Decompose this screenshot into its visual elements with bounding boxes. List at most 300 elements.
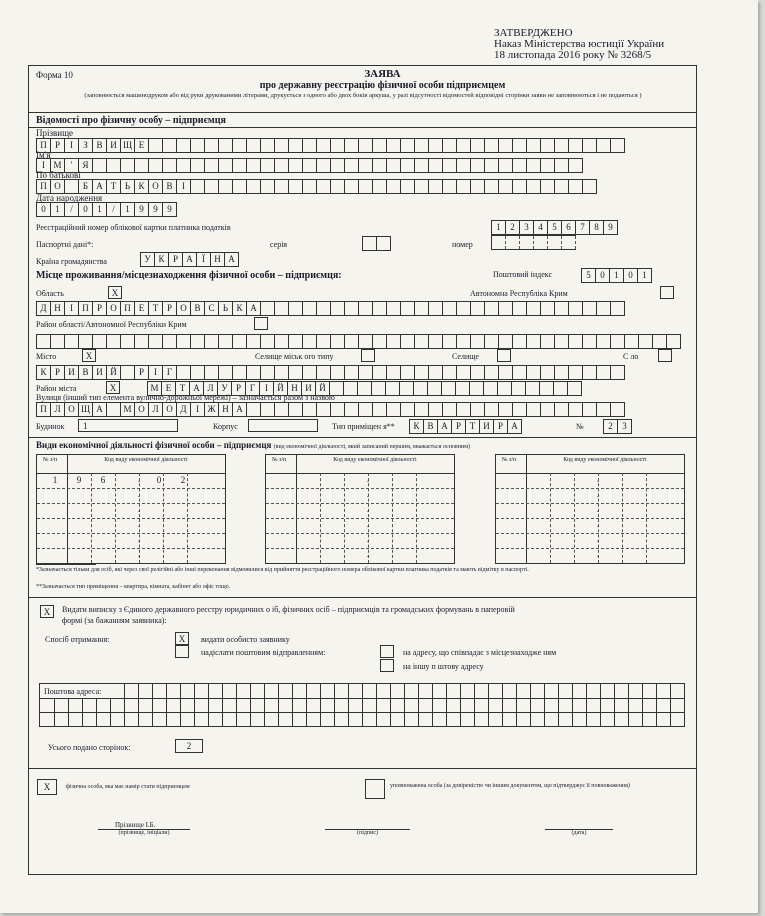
letter-cell[interactable] [289, 335, 303, 348]
signer-representative-checkbox[interactable] [365, 779, 385, 799]
letter-cell[interactable]: І [65, 139, 79, 152]
letter-cell[interactable] [583, 139, 597, 152]
letter-cell[interactable] [471, 366, 485, 379]
letter-cell[interactable] [470, 382, 484, 395]
room-number-field[interactable] [603, 419, 632, 434]
letter-cell[interactable]: О [51, 180, 65, 193]
letter-cell[interactable] [387, 139, 401, 152]
letter-cell[interactable] [569, 366, 583, 379]
letter-cell[interactable] [415, 180, 429, 193]
letter-cell[interactable] [303, 335, 317, 348]
activity-code-digit[interactable]: 6 [100, 475, 106, 485]
letter-cell[interactable] [275, 335, 289, 348]
letter-cell[interactable] [359, 180, 373, 193]
letter-cell[interactable] [583, 366, 597, 379]
letter-cell[interactable] [373, 403, 387, 416]
letter-cell[interactable]: Р [232, 382, 246, 395]
letter-cell[interactable] [121, 159, 135, 172]
letter-cell[interactable] [233, 335, 247, 348]
letter-cell[interactable] [597, 403, 611, 416]
letter-cell[interactable]: 5 [548, 221, 562, 234]
letter-cell[interactable] [275, 159, 289, 172]
letter-cell[interactable] [400, 382, 414, 395]
letter-cell[interactable] [499, 366, 513, 379]
signer-individual-checkbox[interactable]: X [37, 779, 57, 795]
letter-cell[interactable]: 2 [506, 221, 520, 234]
passport-series-field[interactable] [362, 236, 391, 251]
letter-cell[interactable] [387, 180, 401, 193]
letter-cell[interactable] [275, 403, 289, 416]
letter-cell[interactable]: 7 [576, 221, 590, 234]
letter-cell[interactable]: О [177, 302, 191, 315]
letter-cell[interactable] [219, 335, 233, 348]
pages-count-field[interactable]: 2 [175, 739, 203, 753]
letter-cell[interactable] [247, 335, 261, 348]
letter-cell[interactable] [527, 366, 541, 379]
letter-cell[interactable] [331, 403, 345, 416]
letter-cell[interactable] [93, 159, 107, 172]
letter-cell[interactable] [443, 403, 457, 416]
letter-cell[interactable] [359, 139, 373, 152]
letter-cell[interactable] [373, 302, 387, 315]
letter-cell[interactable] [373, 159, 387, 172]
letter-cell[interactable]: П [37, 403, 51, 416]
letter-cell[interactable] [513, 159, 527, 172]
letter-cell[interactable]: П [37, 139, 51, 152]
street-field[interactable] [36, 402, 625, 417]
letter-cell[interactable]: З [79, 139, 93, 152]
letter-cell[interactable] [583, 302, 597, 315]
letter-cell[interactable]: 1 [492, 221, 506, 234]
letter-cell[interactable] [359, 159, 373, 172]
letter-cell[interactable] [303, 366, 317, 379]
postal-code-field[interactable] [581, 268, 652, 283]
house-field[interactable]: 1 [78, 419, 178, 432]
letter-cell[interactable]: Б [79, 180, 93, 193]
letter-cell[interactable]: Н [211, 253, 225, 266]
letter-cell[interactable] [443, 139, 457, 152]
letter-cell[interactable] [303, 180, 317, 193]
letter-cell[interactable]: 0 [596, 269, 610, 282]
letter-cell[interactable] [107, 335, 121, 348]
letter-cell[interactable] [569, 403, 583, 416]
letter-cell[interactable]: В [424, 420, 438, 433]
letter-cell[interactable] [275, 302, 289, 315]
oblast-checkbox[interactable]: X [108, 286, 122, 299]
letter-cell[interactable]: 2 [604, 420, 618, 433]
letter-cell[interactable] [387, 366, 401, 379]
letter-cell[interactable] [373, 366, 387, 379]
letter-cell[interactable] [121, 335, 135, 348]
letter-cell[interactable] [541, 366, 555, 379]
letter-cell[interactable] [359, 335, 373, 348]
letter-cell[interactable] [331, 180, 345, 193]
letter-cell[interactable] [667, 335, 681, 348]
letter-cell[interactable]: 4 [534, 221, 548, 234]
letter-cell[interactable] [611, 302, 625, 315]
letter-cell[interactable]: Щ [79, 403, 93, 416]
letter-cell[interactable]: І [37, 159, 51, 172]
letter-cell[interactable] [289, 366, 303, 379]
letter-cell[interactable] [219, 139, 233, 152]
letter-cell[interactable] [401, 159, 415, 172]
letter-cell[interactable] [372, 382, 386, 395]
letter-cell[interactable] [429, 366, 443, 379]
letter-cell[interactable]: Г [246, 382, 260, 395]
letter-cell[interactable] [485, 302, 499, 315]
letter-cell[interactable] [597, 139, 611, 152]
letter-cell[interactable]: А [190, 382, 204, 395]
letter-cell[interactable] [415, 159, 429, 172]
letter-cell[interactable] [261, 302, 275, 315]
letter-cell[interactable] [163, 139, 177, 152]
letter-cell[interactable]: Й [107, 366, 121, 379]
letter-cell[interactable] [555, 335, 569, 348]
letter-cell[interactable] [443, 159, 457, 172]
letter-cell[interactable]: 1 [638, 269, 652, 282]
letter-cell[interactable] [219, 180, 233, 193]
letter-cell[interactable]: І [260, 382, 274, 395]
letter-cell[interactable] [555, 366, 569, 379]
letter-cell[interactable] [149, 139, 163, 152]
letter-cell[interactable] [562, 236, 576, 249]
letter-cell[interactable]: 0 [624, 269, 638, 282]
letter-cell[interactable]: К [233, 302, 247, 315]
letter-cell[interactable] [513, 366, 527, 379]
letter-cell[interactable] [345, 366, 359, 379]
room-type-field[interactable] [409, 419, 522, 434]
letter-cell[interactable]: Р [169, 253, 183, 266]
letter-cell[interactable] [377, 237, 391, 250]
letter-cell[interactable] [471, 335, 485, 348]
letter-cell[interactable] [401, 366, 415, 379]
address-same-checkbox[interactable] [380, 645, 394, 658]
district-name-field[interactable] [36, 334, 681, 349]
letter-cell[interactable] [261, 159, 275, 172]
letter-cell[interactable] [457, 403, 471, 416]
letter-cell[interactable] [345, 403, 359, 416]
letter-cell[interactable]: В [93, 139, 107, 152]
letter-cell[interactable] [247, 139, 261, 152]
letter-cell[interactable] [163, 159, 177, 172]
letter-cell[interactable] [387, 159, 401, 172]
letter-cell[interactable] [303, 403, 317, 416]
letter-cell[interactable] [219, 159, 233, 172]
letter-cell[interactable]: А [93, 180, 107, 193]
letter-cell[interactable]: Л [149, 403, 163, 416]
letter-cell[interactable] [484, 382, 498, 395]
letter-cell[interactable] [107, 159, 121, 172]
letter-cell[interactable]: 1 [121, 203, 135, 216]
letter-cell[interactable]: 6 [562, 221, 576, 234]
letter-cell[interactable] [527, 302, 541, 315]
letter-cell[interactable]: 3 [520, 221, 534, 234]
letter-cell[interactable] [289, 403, 303, 416]
letter-cell[interactable] [93, 335, 107, 348]
letter-cell[interactable]: Д [37, 302, 51, 315]
letter-cell[interactable] [569, 159, 583, 172]
letter-cell[interactable] [233, 139, 247, 152]
letter-cell[interactable]: Е [162, 382, 176, 395]
letter-cell[interactable] [261, 403, 275, 416]
oblast-name-field[interactable] [36, 301, 625, 316]
letter-cell[interactable] [247, 366, 261, 379]
letter-cell[interactable] [457, 180, 471, 193]
letter-cell[interactable]: / [107, 203, 121, 216]
letter-cell[interactable]: Ь [219, 302, 233, 315]
letter-cell[interactable]: Л [51, 403, 65, 416]
letter-cell[interactable] [359, 366, 373, 379]
letter-cell[interactable] [443, 180, 457, 193]
letter-cell[interactable] [289, 159, 303, 172]
letter-cell[interactable]: В [79, 366, 93, 379]
letter-cell[interactable]: Ж [205, 403, 219, 416]
city-district-checkbox[interactable]: X [106, 381, 120, 394]
letter-cell[interactable] [513, 403, 527, 416]
letter-cell[interactable] [513, 335, 527, 348]
letter-cell[interactable] [387, 302, 401, 315]
letter-cell[interactable]: М [148, 382, 162, 395]
letter-cell[interactable] [275, 139, 289, 152]
letter-cell[interactable] [554, 382, 568, 395]
letter-cell[interactable] [37, 335, 51, 348]
city-checkbox[interactable]: X [82, 349, 96, 362]
letter-cell[interactable] [345, 159, 359, 172]
letter-cell[interactable] [471, 139, 485, 152]
citizenship-field[interactable] [140, 252, 239, 267]
letter-cell[interactable] [233, 159, 247, 172]
letter-cell[interactable] [289, 139, 303, 152]
letter-cell[interactable]: Н [288, 382, 302, 395]
letter-cell[interactable] [485, 159, 499, 172]
letter-cell[interactable] [149, 159, 163, 172]
letter-cell[interactable] [429, 335, 443, 348]
letter-cell[interactable]: І [65, 302, 79, 315]
letter-cell[interactable] [428, 382, 442, 395]
letter-cell[interactable] [345, 139, 359, 152]
letter-cell[interactable] [415, 366, 429, 379]
letter-cell[interactable]: 0 [37, 203, 51, 216]
letter-cell[interactable]: Р [93, 302, 107, 315]
letter-cell[interactable] [457, 366, 471, 379]
letter-cell[interactable]: М [51, 159, 65, 172]
letter-cell[interactable] [555, 403, 569, 416]
letter-cell[interactable]: П [121, 302, 135, 315]
letter-cell[interactable] [555, 159, 569, 172]
letter-cell[interactable] [415, 139, 429, 152]
letter-cell[interactable]: І [149, 366, 163, 379]
letter-cell[interactable]: Г [163, 366, 177, 379]
letter-cell[interactable]: К [410, 420, 424, 433]
letter-cell[interactable]: Я [79, 159, 93, 172]
letter-cell[interactable] [233, 180, 247, 193]
letter-cell[interactable] [583, 335, 597, 348]
letter-cell[interactable] [344, 382, 358, 395]
village-checkbox[interactable] [497, 349, 511, 362]
letter-cell[interactable] [107, 403, 121, 416]
letter-cell[interactable] [429, 180, 443, 193]
letter-cell[interactable] [597, 335, 611, 348]
letter-cell[interactable] [51, 335, 65, 348]
letter-cell[interactable] [205, 366, 219, 379]
letter-cell[interactable] [65, 335, 79, 348]
letter-cell[interactable] [205, 180, 219, 193]
letter-cell[interactable] [401, 139, 415, 152]
letter-cell[interactable]: Т [107, 180, 121, 193]
letter-cell[interactable] [247, 180, 261, 193]
letter-cell[interactable] [414, 382, 428, 395]
letter-cell[interactable] [471, 159, 485, 172]
letter-cell[interactable] [289, 180, 303, 193]
letter-cell[interactable] [499, 159, 513, 172]
letter-cell[interactable]: Й [316, 382, 330, 395]
letter-cell[interactable]: С [205, 302, 219, 315]
letter-cell[interactable] [261, 139, 275, 152]
letter-cell[interactable] [499, 335, 513, 348]
letter-cell[interactable] [401, 302, 415, 315]
letter-cell[interactable]: Р [494, 420, 508, 433]
letter-cell[interactable] [457, 302, 471, 315]
letter-cell[interactable] [611, 139, 625, 152]
letter-cell[interactable]: Л [204, 382, 218, 395]
letter-cell[interactable] [275, 180, 289, 193]
letter-cell[interactable]: Р [51, 366, 65, 379]
letter-cell[interactable] [331, 302, 345, 315]
letter-cell[interactable] [485, 335, 499, 348]
letter-cell[interactable] [275, 366, 289, 379]
letter-cell[interactable] [177, 366, 191, 379]
smt-checkbox[interactable] [361, 349, 375, 362]
letter-cell[interactable] [499, 302, 513, 315]
letter-cell[interactable]: 9 [604, 221, 618, 234]
letter-cell[interactable] [583, 403, 597, 416]
letter-cell[interactable] [386, 382, 400, 395]
letter-cell[interactable] [317, 139, 331, 152]
letter-cell[interactable] [289, 302, 303, 315]
letter-cell[interactable]: Р [135, 366, 149, 379]
letter-cell[interactable] [541, 403, 555, 416]
letter-cell[interactable] [625, 335, 639, 348]
letter-cell[interactable]: Н [219, 403, 233, 416]
letter-cell[interactable]: И [480, 420, 494, 433]
letter-cell[interactable] [177, 139, 191, 152]
letter-cell[interactable] [415, 335, 429, 348]
letter-cell[interactable]: И [107, 139, 121, 152]
letter-cell[interactable]: К [37, 366, 51, 379]
letter-cell[interactable] [247, 159, 261, 172]
letter-cell[interactable] [358, 382, 372, 395]
letter-cell[interactable]: А [93, 403, 107, 416]
letter-cell[interactable] [359, 403, 373, 416]
letter-cell[interactable] [443, 366, 457, 379]
letter-cell[interactable] [219, 366, 233, 379]
letter-cell[interactable] [303, 159, 317, 172]
letter-cell[interactable] [653, 335, 667, 348]
activity-code-digit[interactable]: 1 [52, 475, 58, 485]
letter-cell[interactable] [569, 180, 583, 193]
letter-cell[interactable] [611, 366, 625, 379]
letter-cell[interactable] [611, 335, 625, 348]
letter-cell[interactable] [429, 302, 443, 315]
letter-cell[interactable]: / [65, 203, 79, 216]
letter-cell[interactable] [555, 139, 569, 152]
letter-cell[interactable] [363, 237, 377, 250]
letter-cell[interactable]: О [65, 403, 79, 416]
letter-cell[interactable] [541, 335, 555, 348]
city-name-field[interactable] [36, 365, 625, 380]
letter-cell[interactable] [331, 139, 345, 152]
letter-cell[interactable] [135, 159, 149, 172]
letter-cell[interactable] [555, 302, 569, 315]
letter-cell[interactable]: 1 [610, 269, 624, 282]
letter-cell[interactable]: А [508, 420, 522, 433]
letter-cell[interactable] [471, 403, 485, 416]
letter-cell[interactable]: А [233, 403, 247, 416]
letter-cell[interactable]: К [135, 180, 149, 193]
letter-cell[interactable] [163, 335, 177, 348]
letter-cell[interactable]: О [135, 403, 149, 416]
letter-cell[interactable]: В [191, 302, 205, 315]
letter-cell[interactable]: 0 [79, 203, 93, 216]
letter-cell[interactable] [415, 302, 429, 315]
letter-cell[interactable] [373, 180, 387, 193]
letter-cell[interactable] [233, 366, 247, 379]
letter-cell[interactable] [527, 403, 541, 416]
postal-address-grid[interactable] [39, 683, 685, 727]
letter-cell[interactable]: І [191, 403, 205, 416]
letter-cell[interactable] [317, 366, 331, 379]
letter-cell[interactable] [121, 366, 135, 379]
letter-cell[interactable] [527, 335, 541, 348]
letter-cell[interactable] [597, 366, 611, 379]
letter-cell[interactable]: 9 [149, 203, 163, 216]
letter-cell[interactable] [442, 382, 456, 395]
activity-code-digit[interactable]: 2 [180, 475, 186, 485]
letter-cell[interactable] [331, 335, 345, 348]
letter-cell[interactable] [205, 139, 219, 152]
letter-cell[interactable]: Т [176, 382, 190, 395]
letter-cell[interactable] [569, 302, 583, 315]
letter-cell[interactable]: 5 [582, 269, 596, 282]
personal-pickup-checkbox[interactable]: X [175, 632, 189, 645]
letter-cell[interactable] [499, 180, 513, 193]
letter-cell[interactable] [65, 180, 79, 193]
letter-cell[interactable] [205, 335, 219, 348]
letter-cell[interactable] [387, 403, 401, 416]
letter-cell[interactable]: Ї [197, 253, 211, 266]
activity-code-digit[interactable]: 0 [156, 475, 162, 485]
letter-cell[interactable]: 1 [51, 203, 65, 216]
letter-cell[interactable] [569, 139, 583, 152]
letter-cell[interactable]: 1 [93, 203, 107, 216]
letter-cell[interactable] [261, 180, 275, 193]
letter-cell[interactable]: Т [466, 420, 480, 433]
letter-cell[interactable] [485, 366, 499, 379]
letter-cell[interactable] [401, 180, 415, 193]
letter-cell[interactable] [541, 159, 555, 172]
letter-cell[interactable] [191, 159, 205, 172]
letter-cell[interactable]: А [225, 253, 239, 266]
letter-cell[interactable] [456, 382, 470, 395]
letter-cell[interactable] [506, 236, 520, 249]
letter-cell[interactable] [373, 139, 387, 152]
letter-cell[interactable] [443, 335, 457, 348]
passport-number-field[interactable] [491, 235, 576, 250]
letter-cell[interactable] [317, 302, 331, 315]
letter-cell[interactable] [499, 139, 513, 152]
letter-cell[interactable]: 3 [618, 420, 632, 433]
letter-cell[interactable] [568, 382, 582, 395]
